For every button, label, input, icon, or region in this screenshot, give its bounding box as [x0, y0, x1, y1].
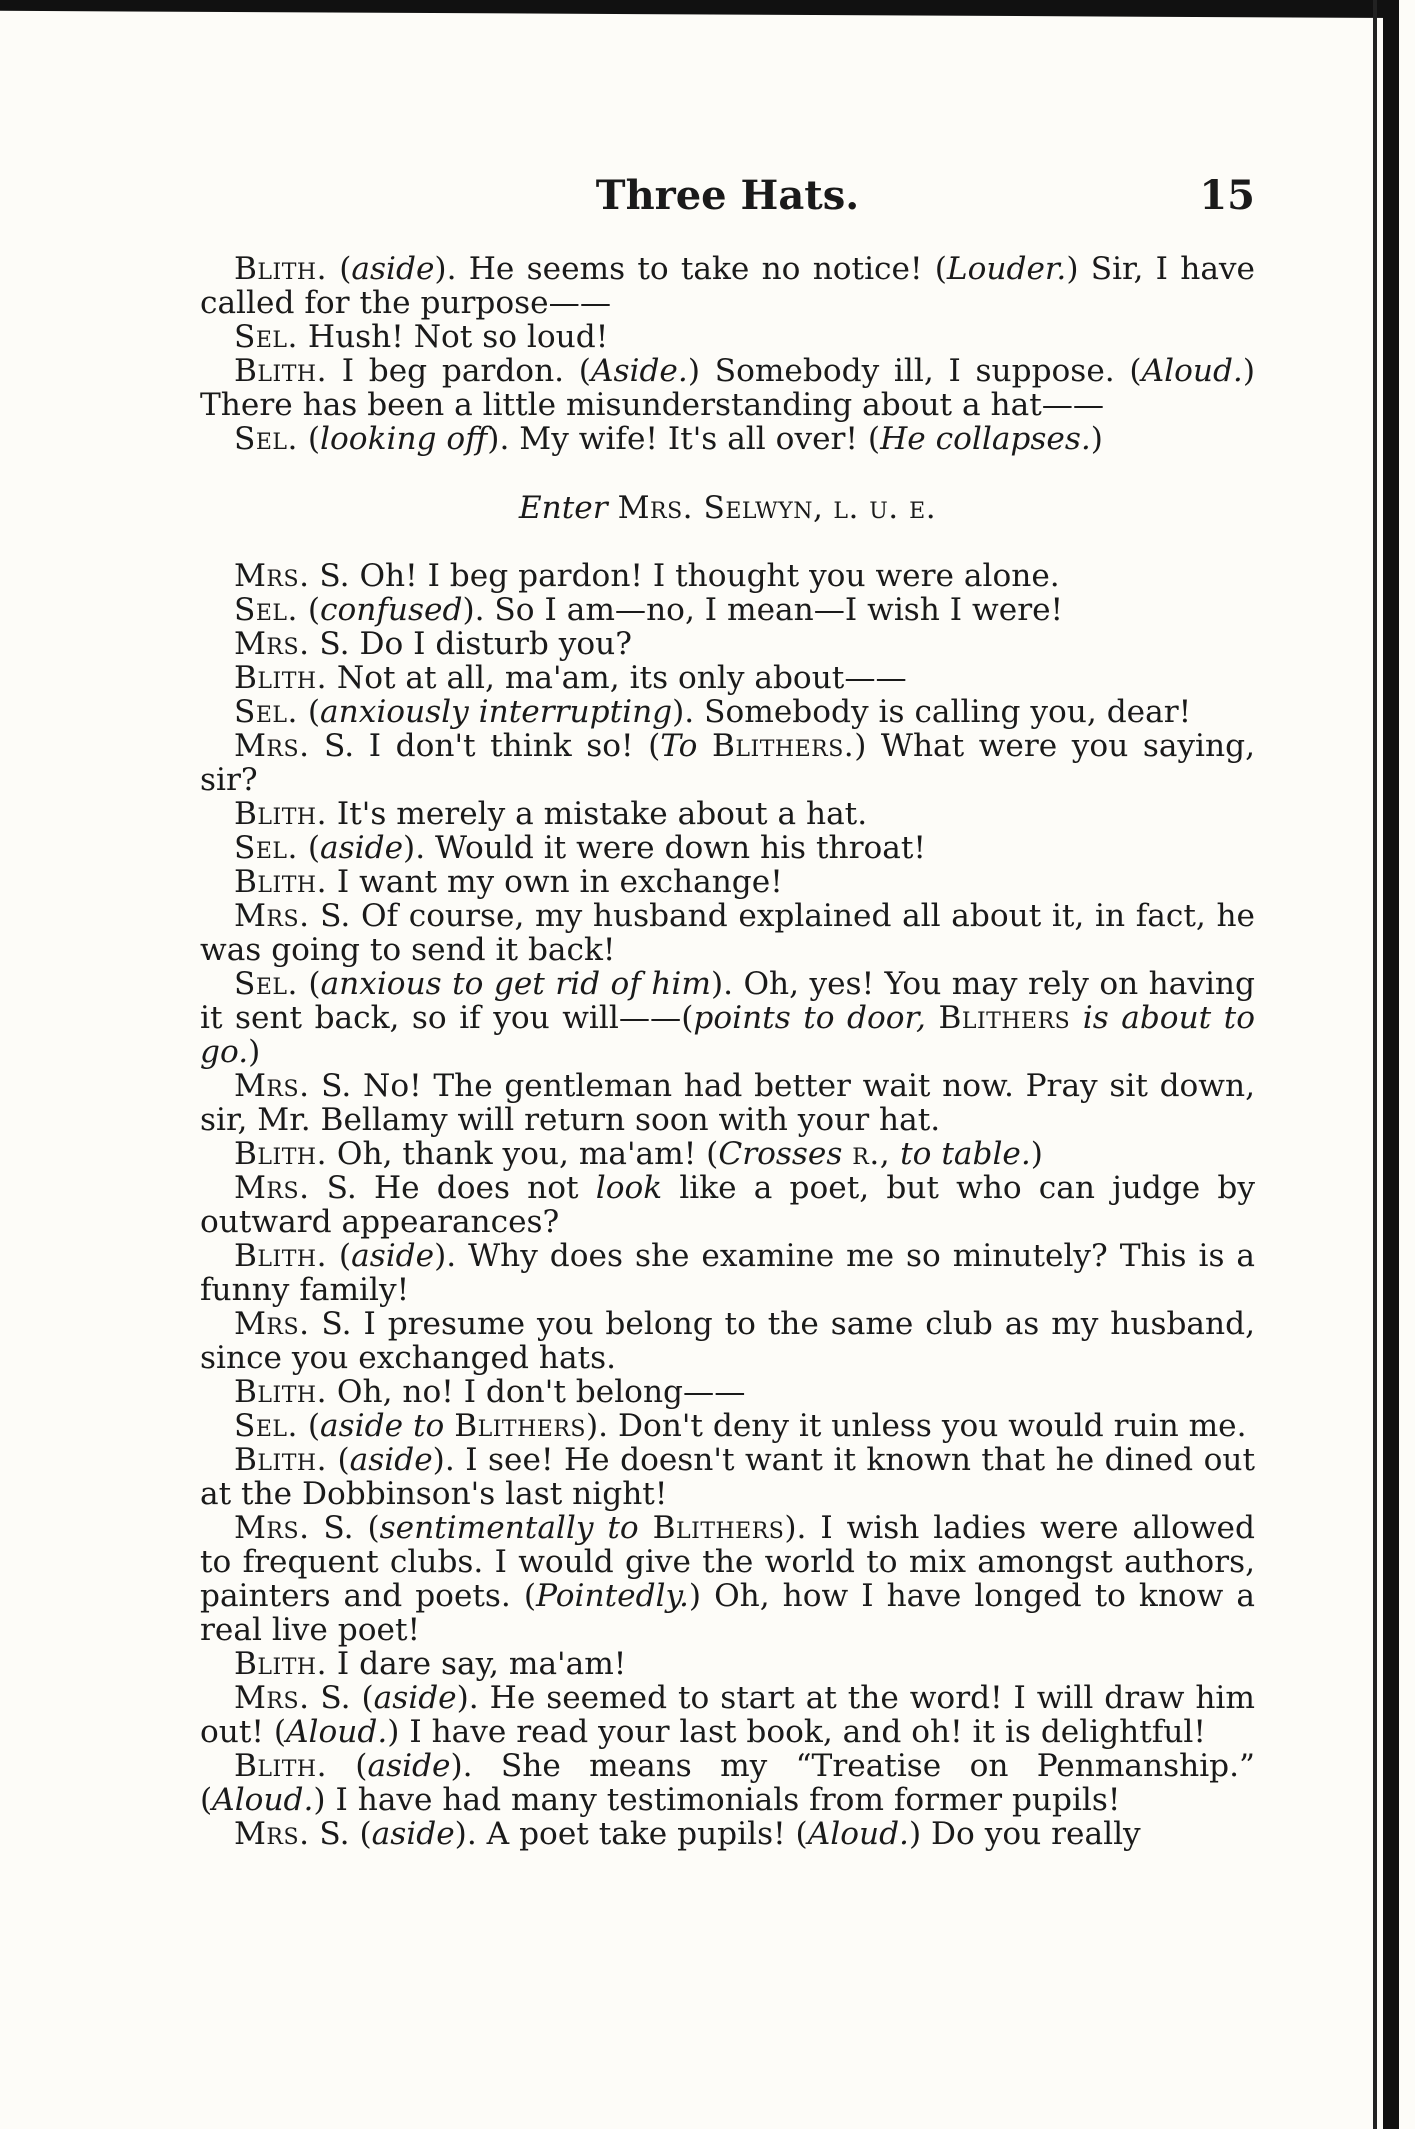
speaker-name: Mrs. — [234, 1680, 310, 1716]
stage-note: Aloud. — [286, 1714, 388, 1750]
line-text: Not at all, ma'am, its only about—— — [327, 660, 907, 696]
dialogue-line — [200, 695, 1255, 729]
dialogue-line — [200, 559, 1255, 593]
speaker-name: Blith. — [234, 864, 327, 900]
stage-note: aside — [367, 1748, 451, 1784]
line-text: ). So I am—no, I mean—I wish I were! — [462, 592, 1064, 628]
dialogue-line — [200, 1681, 1255, 1749]
stage-note: aside — [320, 830, 404, 866]
dialogue-line — [200, 967, 1255, 1069]
line-text: ( — [297, 830, 321, 866]
dialogue-line — [200, 1409, 1255, 1443]
line-text: ) Oh, how I have longed to know a real live poet! — [200, 1578, 1255, 1648]
line-text: ) — [1030, 1136, 1043, 1172]
speaker-name: Sel. — [234, 694, 298, 730]
line-text: S. Oh! I beg pardon! I thought you were alone. — [309, 558, 1060, 594]
dialogue-block-2 — [200, 559, 1255, 1851]
line-text: ) I have had many testimonials from former pupils! — [313, 1782, 1121, 1818]
stage-direction-enter: Enter — [518, 490, 608, 526]
speaker-name: Sel. — [234, 319, 298, 355]
stage-note: aside — [351, 251, 435, 287]
line-text: I dare say, ma'am! — [327, 1646, 627, 1682]
dialogue-line — [200, 1749, 1255, 1817]
line-text: ) I have read your last book, and oh! it is delightful! — [387, 1714, 1206, 1750]
speaker-name: Blith. — [234, 251, 327, 287]
line-text: ). My wife! It's all over! ( — [487, 421, 881, 457]
speaker-name: Blith. — [234, 660, 327, 696]
stage-note: is about to go. — [200, 1000, 1255, 1070]
line-text: S. ( — [309, 1816, 372, 1852]
dialogue-line — [200, 1307, 1255, 1375]
line-text: ). Why does she examine me so minutely? This is a funny family! — [200, 1238, 1255, 1308]
dialogue-line — [200, 899, 1255, 967]
stage-direction-character: Mrs. Selwyn, — [617, 490, 824, 526]
dialogue-line — [200, 1647, 1255, 1681]
dialogue-line — [200, 252, 1255, 320]
stage-note: aside to — [320, 1408, 445, 1444]
dialogue-line — [200, 831, 1255, 865]
speaker-name: Sel. — [234, 966, 298, 1002]
stage-direction — [200, 491, 1255, 525]
speaker-name: Blithers. — [712, 728, 855, 764]
stage-note: look — [595, 1170, 663, 1206]
line-text: ). Would it were down his throat! — [403, 830, 926, 866]
line-text: Hush! Not so loud! — [297, 319, 609, 355]
line-text: ). He seems to take no notice! ( — [434, 251, 947, 287]
line-text: ) What were you saying, sir? — [200, 728, 1255, 798]
dialogue-line — [200, 797, 1255, 831]
line-text: like a poet, but who can judge by outward appearances? — [200, 1170, 1255, 1240]
page-text — [200, 252, 1255, 1851]
line-text — [639, 1510, 653, 1546]
dialogue-line — [200, 1443, 1255, 1511]
dialogue-line — [200, 1137, 1255, 1171]
speaker-name: Mrs. — [234, 1068, 310, 1104]
line-text: I want my own in exchange! — [327, 864, 783, 900]
dialogue-line — [200, 1171, 1255, 1239]
right-border-rule — [1383, 0, 1399, 2129]
right-border-rule-inner — [1373, 0, 1377, 2129]
speaker-name: Sel. — [234, 421, 298, 457]
stage-note: aside — [373, 1680, 457, 1716]
line-text: ). Somebody is calling you, dear! — [672, 694, 1192, 730]
speaker-name: Mrs. — [234, 626, 310, 662]
running-title: Three Hats. — [595, 172, 860, 219]
stage-note: He collapses. — [880, 421, 1091, 457]
speaker-name: Blith. — [234, 1136, 327, 1172]
speaker-name: Blithers — [454, 1408, 586, 1444]
line-text: ( — [297, 592, 321, 628]
dialogue-line — [200, 422, 1255, 456]
top-border-rule — [0, 0, 1395, 18]
stage-note: anxious to get rid of him — [320, 966, 711, 1002]
dialogue-line — [200, 627, 1255, 661]
stage-note: aside — [371, 1816, 455, 1852]
line-text: ) — [1090, 421, 1103, 457]
speaker-name: Blith. — [234, 1646, 327, 1682]
line-text: ) Do you really — [908, 1816, 1141, 1852]
stage-note: to table. — [900, 1136, 1031, 1172]
line-text: Oh, thank you, ma'am! ( — [327, 1136, 719, 1172]
line-text: ( — [327, 1238, 352, 1274]
dialogue-line — [200, 1375, 1255, 1409]
line-text: ). A poet take pupils! ( — [454, 1816, 808, 1852]
speaker-name: Blith. — [234, 353, 327, 389]
stage-note: points to door, — [693, 1000, 926, 1036]
dialogue-line — [200, 661, 1255, 695]
speaker-name: Mrs. — [234, 1170, 310, 1206]
speaker-name: Blith. — [234, 1374, 327, 1410]
line-text: ( — [327, 1748, 368, 1784]
stage-note: Aloud. — [807, 1816, 909, 1852]
dialogue-line — [200, 320, 1255, 354]
dialogue-block-1 — [200, 252, 1255, 456]
stage-note: Aloud. — [1141, 353, 1243, 389]
line-text: ). She means my “Treatise on Penmanship.” ( — [200, 1748, 1255, 1818]
line-text — [697, 728, 712, 764]
speaker-name: Mrs. — [234, 1510, 310, 1546]
page-header — [200, 172, 1255, 232]
line-text: S. No! The gentleman had better wait now. Pray sit down, sir, Mr. Bellamy will return soon with your hat. — [200, 1068, 1255, 1138]
dialogue-line — [200, 1239, 1255, 1307]
stage-direction-position: l. u. e. — [833, 490, 937, 526]
line-text: S. He does not — [309, 1170, 596, 1206]
speaker-name: Blith. — [234, 1238, 327, 1274]
stage-note: anxiously interrupting — [320, 694, 673, 730]
line-text: S. ( — [309, 1680, 374, 1716]
line-text: ) — [248, 1034, 261, 1070]
line-text: ) There has been a little misunderstanding about a hat—— — [200, 353, 1255, 423]
line-text: ( — [297, 694, 321, 730]
line-text: ( — [297, 1408, 321, 1444]
line-text: ). Don't deny it unless you would ruin me. — [585, 1408, 1247, 1444]
stage-note: confused — [320, 592, 463, 628]
line-text: S. ( — [309, 1510, 380, 1546]
line-text — [1070, 1000, 1083, 1036]
line-text — [926, 1000, 939, 1036]
page-number: 15 — [1199, 172, 1255, 219]
speaker-name: Blith. — [234, 1748, 327, 1784]
stage-note: Louder. — [946, 251, 1067, 287]
line-text: ( — [297, 966, 321, 1002]
dialogue-line — [200, 354, 1255, 422]
speaker-name: Blith. — [234, 1442, 327, 1478]
dialogue-line — [200, 865, 1255, 899]
stage-note: Aloud. — [212, 1782, 314, 1818]
speaker-name: r., — [852, 1136, 891, 1172]
line-text: ) Somebody ill, I suppose. ( — [687, 353, 1142, 389]
line-text: S. I presume you belong to the same club as my husband, since you exchanged hats. — [200, 1306, 1255, 1376]
line-text: ). I wish ladies were allowed to frequent clubs. I would give the world to mix amongst authors, painters and poets. ( — [200, 1510, 1255, 1614]
line-text — [890, 1136, 900, 1172]
speaker-name: Mrs. — [234, 558, 310, 594]
stage-note: Pointedly. — [536, 1578, 689, 1614]
line-text: ) Sir, I have called for the purpose—— — [200, 251, 1255, 321]
speaker-name: Blithers — [938, 1000, 1071, 1036]
line-text: I beg pardon. ( — [327, 353, 591, 389]
line-text: ( — [327, 1442, 350, 1478]
speaker-name: Mrs. — [234, 1816, 310, 1852]
speaker-name: Sel. — [234, 830, 298, 866]
stage-note: To — [660, 728, 698, 764]
line-text: ). I see! He doesn't want it known that he dined out at the Dobbinson's last night! — [200, 1442, 1255, 1512]
line-text: ( — [297, 421, 321, 457]
dialogue-line — [200, 1817, 1255, 1851]
stage-note: aside — [349, 1442, 433, 1478]
dialogue-line — [200, 1069, 1255, 1137]
speaker-name: Sel. — [234, 1408, 298, 1444]
line-text: ). Oh, yes! You may rely on having it sent back, so if you will——( — [200, 966, 1255, 1036]
line-text — [842, 1136, 852, 1172]
speaker-name: Blith. — [234, 796, 327, 832]
speaker-name: Mrs. — [234, 728, 310, 764]
line-text: S. I don't think so! ( — [309, 728, 661, 764]
stage-note: Crosses — [718, 1136, 843, 1172]
stage-note: aside — [351, 1238, 435, 1274]
line-text: It's merely a mistake about a hat. — [327, 796, 868, 832]
stage-note: sentimentally to — [379, 1510, 639, 1546]
line-text — [444, 1408, 454, 1444]
line-text: S. Of course, my husband explained all about it, in fact, he was going to send it back! — [200, 898, 1255, 968]
line-text: Oh, no! I don't belong—— — [327, 1374, 746, 1410]
dialogue-line — [200, 729, 1255, 797]
line-text: ( — [327, 251, 352, 287]
line-text: S. Do I disturb you? — [309, 626, 632, 662]
speaker-name: Sel. — [234, 592, 298, 628]
stage-note: Aside. — [590, 353, 688, 389]
line-text: ). He seemed to start at the word! I will draw him out! ( — [200, 1680, 1255, 1750]
dialogue-line — [200, 593, 1255, 627]
speaker-name: Blithers — [652, 1510, 785, 1546]
dialogue-line — [200, 1511, 1255, 1647]
speaker-name: Mrs. — [234, 1306, 310, 1342]
stage-note: looking off — [320, 421, 488, 457]
speaker-name: Mrs. — [234, 898, 310, 934]
